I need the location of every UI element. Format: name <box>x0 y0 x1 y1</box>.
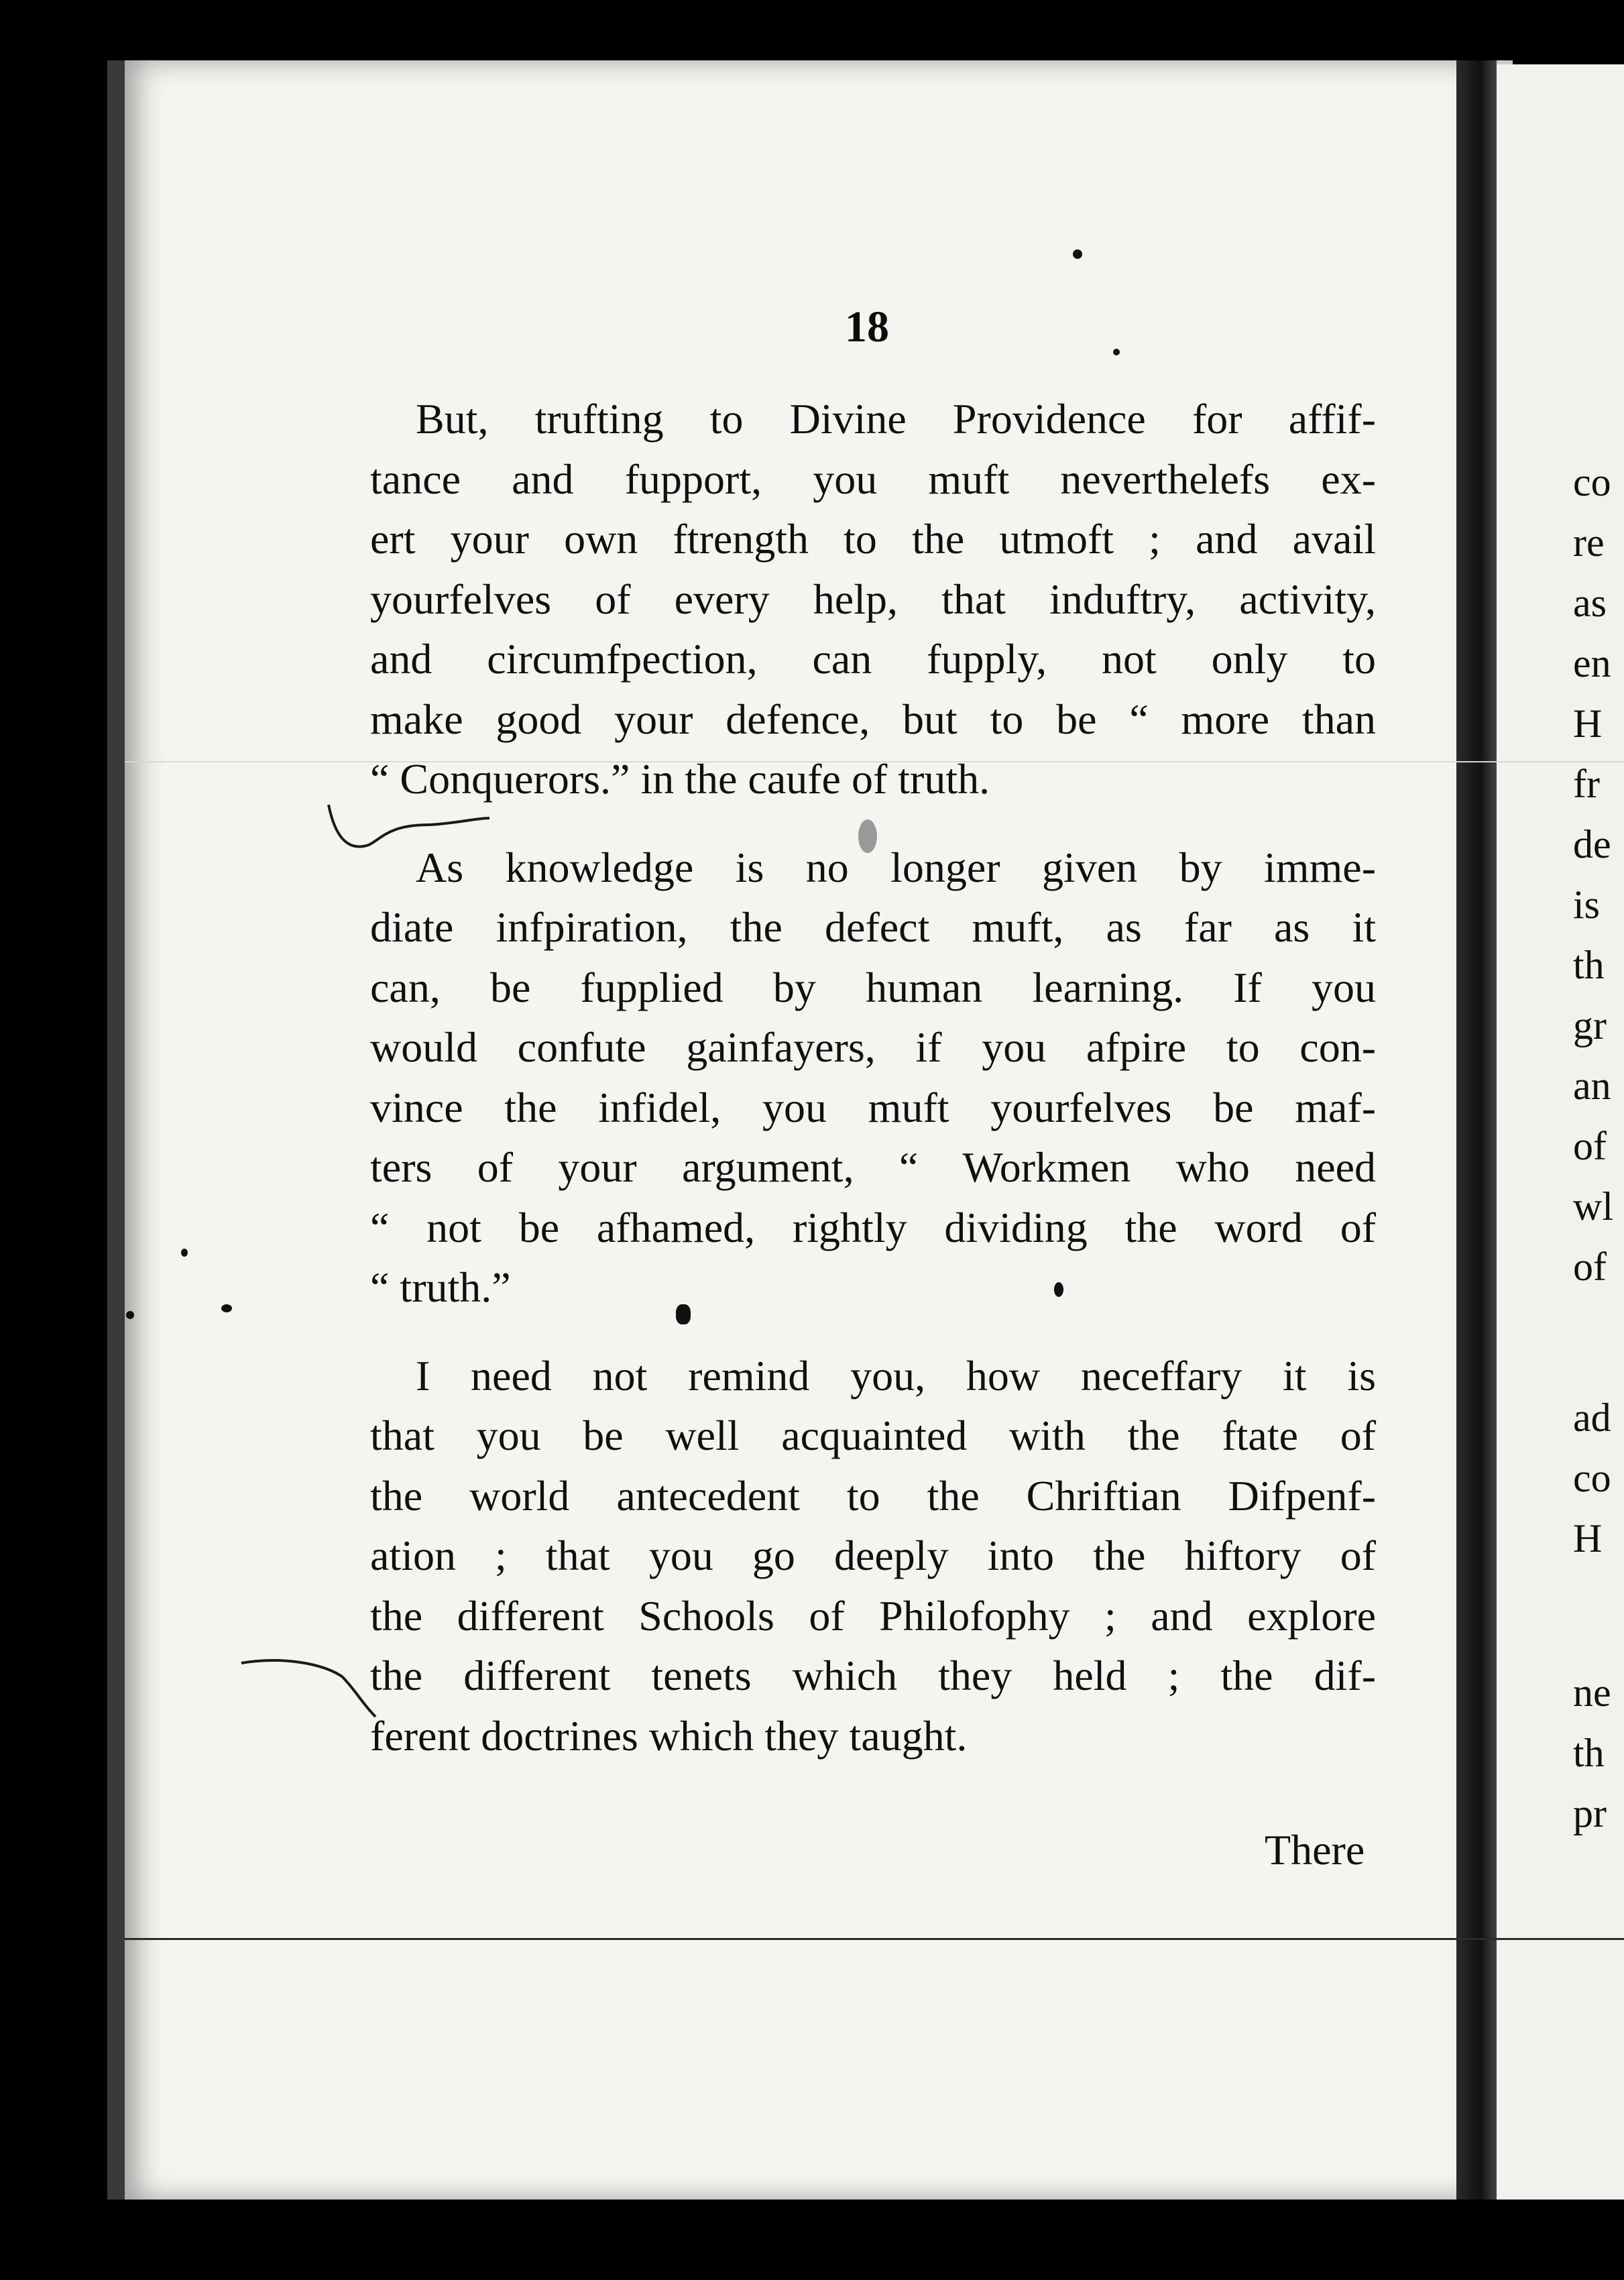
adjacent-fragment: an <box>1573 1064 1611 1108</box>
adjacent-fragment: ad <box>1573 1395 1611 1440</box>
adjacent-fragment: wl <box>1573 1184 1613 1229</box>
text-line: would confute gainfayers, if you afpire to con- <box>370 1023 1376 1071</box>
ink-speck <box>1113 349 1120 355</box>
text-line: ters of your argument, “ Workmen who need <box>370 1143 1376 1191</box>
catchword: There <box>1265 1826 1365 1874</box>
text-line: “ not be afhamed, rightly dividing the word of <box>370 1203 1376 1251</box>
text-line: diate infpiration, the defect muft, as far as it <box>370 903 1376 951</box>
ink-speck <box>181 1249 188 1257</box>
text-line: the different Schools of Philofophy ; and explore <box>370 1591 1376 1640</box>
adjacent-fragment: de <box>1573 822 1611 866</box>
paragraph <box>370 389 1376 809</box>
adjacent-fragment: re <box>1573 520 1605 565</box>
adjacent-fragment: th <box>1573 943 1605 987</box>
text-line: I need not remind you, how neceffary it is <box>416 1351 1376 1400</box>
text-line: But, trufting to Divine Providence for affif- <box>416 395 1376 443</box>
text-line: ert your own ftrength to the utmoft ; and avail <box>370 515 1376 563</box>
text-line: tance and fupport, you muft neverthelefs ex- <box>370 455 1376 503</box>
adjacent-fragment: th <box>1573 1731 1605 1775</box>
text-line: vince the infidel, you muft yourfelves be maf- <box>370 1083 1376 1131</box>
adjacent-fragment: is <box>1573 882 1601 927</box>
adjacent-fragment: en <box>1573 641 1611 685</box>
paragraph <box>370 1346 1376 1766</box>
adjacent-fragment: co <box>1573 460 1611 504</box>
text-line: the different tenets which they held ; the dif- <box>370 1652 1376 1699</box>
ink-speck <box>221 1304 232 1312</box>
ink-speck <box>1073 249 1082 259</box>
adjacent-fragment: as <box>1573 581 1607 625</box>
book-gutter <box>1456 60 1497 2200</box>
text-line: make good your defence, but to be “ more than <box>370 695 1376 743</box>
text-line: the world antecedent to the Chriftian Difpenf- <box>370 1471 1376 1520</box>
adjacent-fragment: of <box>1573 1245 1607 1289</box>
text-line: ation ; that you go deeply into the hiftory of <box>370 1532 1376 1579</box>
text-line: and circumfpection, can fupply, not only to <box>370 635 1376 683</box>
text-line: “ Conquerors.” in the caufe of truth. <box>370 755 990 803</box>
page-number: 18 <box>845 302 889 351</box>
adjacent-fragment: ne <box>1573 1670 1611 1715</box>
paragraph <box>370 838 1376 1318</box>
text-line: As knowledge is no longer given by imme- <box>416 843 1376 891</box>
text-line: yourfelves of every help, that induftry, activity, <box>370 575 1376 623</box>
text-line: “ truth.” <box>370 1263 511 1311</box>
adjacent-fragment: gr <box>1573 1003 1607 1047</box>
adjacent-fragment: of <box>1573 1124 1607 1168</box>
adjacent-fragment: pr <box>1573 1791 1607 1835</box>
ink-speck <box>126 1311 134 1319</box>
adjacent-fragment: co <box>1573 1456 1611 1500</box>
adjacent-fragment: H <box>1573 1516 1603 1560</box>
adjacent-page-text <box>1573 0 1624 2280</box>
adjacent-fragment: fr <box>1573 762 1600 806</box>
adjacent-fragment: H <box>1573 701 1603 746</box>
text-line: that you be well acquainted with the ftate of <box>370 1412 1376 1459</box>
bottom-rule <box>125 1938 1624 1940</box>
text-line: can, be fupplied by human learning. If you <box>370 963 1376 1011</box>
text-line: ferent doctrines which they taught. <box>370 1711 968 1760</box>
body-text <box>370 389 1376 1794</box>
